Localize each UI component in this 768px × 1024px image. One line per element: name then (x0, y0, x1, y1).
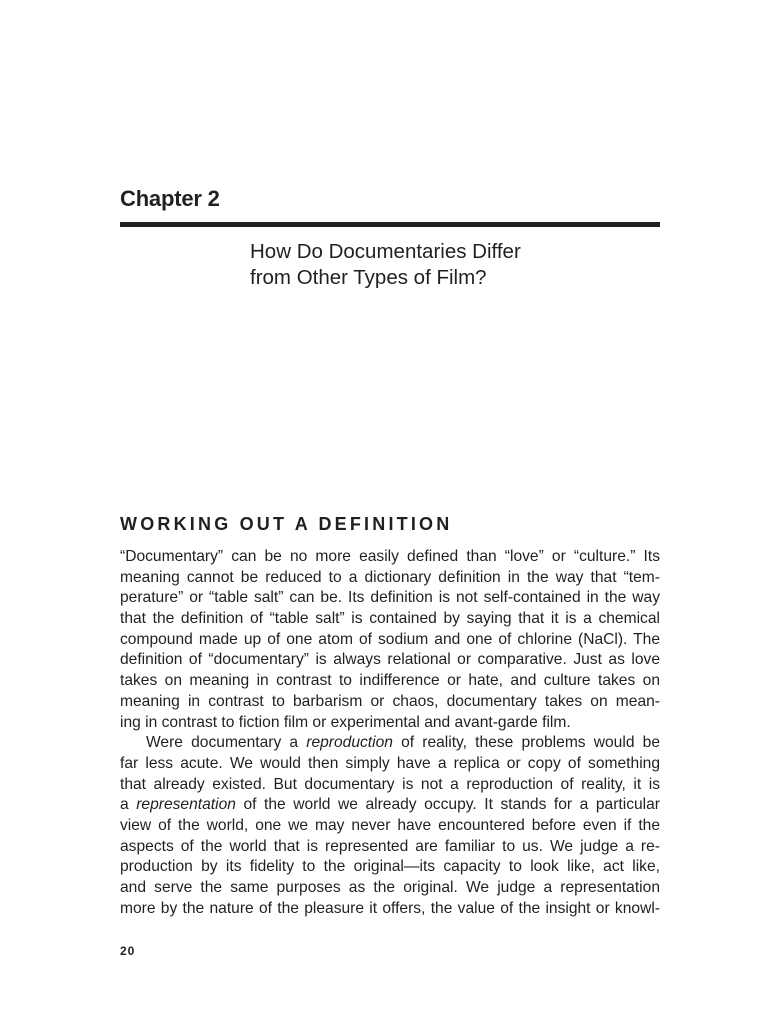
body-line: ing in contrast to fiction film or experimental and avant-garde film. (120, 713, 571, 731)
chapter-title-line-2: from Other Types of Film? (250, 266, 487, 289)
body-line: meaning in contrast to barbarism or chaos, documentary takes on mean- (120, 692, 660, 710)
body-line: production by its fidelity to the original—its capacity to look like, act like, (120, 858, 660, 876)
body-line: more by the nature of the pleasure it offers, the value of the insight or knowl- (120, 899, 660, 917)
chapter-title (250, 239, 660, 291)
body-line: far less acute. We would then simply have a replica or copy of something (120, 754, 660, 772)
chapter-title-line-1: How Do Documentaries Differ (250, 240, 521, 263)
body-text (120, 547, 660, 919)
body-line: and serve the same purposes as the original. We judge a representation (120, 879, 660, 896)
emphasis-reproduction: reproduction (306, 734, 393, 752)
body-line: meaning cannot be reduced to a dictionary definition in the way that “tem- (120, 568, 660, 586)
body-line: view of the world, one we may never have encountered before even if the (120, 816, 660, 834)
body-line: that the definition of “table salt” is contained by saying that it is a chemical (120, 610, 660, 628)
body-line: aspects of the world that is represented are familiar to us. We judge a re- (120, 837, 660, 855)
page-number: 20 (120, 944, 136, 958)
body-line: takes on meaning in contrast to indifference or hate, and culture takes on (120, 672, 660, 690)
body-line: perature” or “table salt” can be. Its definition is not self-contained in the way (120, 589, 660, 607)
body-line: a representation of the world we already occupy. It stands for a particular (120, 796, 660, 814)
emphasis-representation: representation (136, 796, 236, 814)
body-line: Were documentary a reproduction of reality, these problems would be (146, 734, 660, 752)
chapter-label: Chapter 2 (120, 186, 220, 211)
body-line: “Documentary” can be no more easily defined than “love” or “culture.” Its (120, 548, 660, 565)
body-line: definition of “documentary” is always relational or comparative. Just as love (120, 651, 660, 669)
body-line: compound made up of one atom of sodium and one of chlorine (NaCl). The (120, 630, 660, 648)
section-heading: WORKING OUT A DEFINITION (120, 514, 453, 534)
body-line: that already existed. But documentary is not a reproduction of reality, it is (120, 775, 660, 793)
chapter-rule (120, 222, 660, 227)
